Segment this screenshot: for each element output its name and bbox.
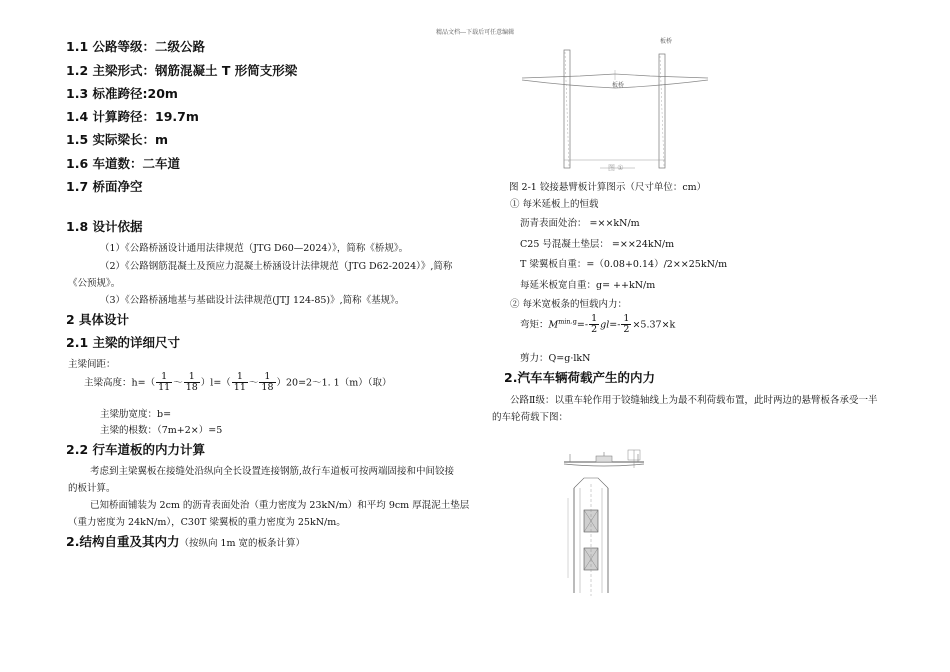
beam-height-label: 主梁高度：h=（ — [84, 377, 156, 389]
reference-2-line2: 《公预规》。 — [68, 278, 121, 289]
beam-count: 主梁的根数：（7m+2×）=5 — [100, 425, 223, 436]
dead-internal-title: ② 每米宽板条的恒载内力： — [510, 299, 628, 310]
reference-3: （3）《公路桥涵地基与基础设计法律规范(JTJ 124-85)》,简称《基规》。 — [100, 295, 405, 306]
fraction-1-11: $\frac{1}{11}$ — [158, 371, 171, 394]
fraction-1-18-b: $\frac{1}{18}$ — [261, 371, 274, 394]
paragraph-2-line1: 已知桥面铺装为 2cm 的沥青表面处治（重力密度为 23kN/m）和平均 9cm 厚混泥土垫层 — [90, 500, 470, 511]
tbeam-load: T 梁翼板自重：=（0.08+0.14）/2××25kN/m — [520, 259, 728, 270]
heading-2-2: 2.2 行车道板的内力计算 — [66, 442, 205, 457]
paragraph-2-line2: （重力密度为 24kN/m），C30T 梁翼板的重力密度为 25kN/m。 — [68, 517, 346, 528]
dead-load-title: ① 每米延板上的恒载 — [510, 199, 599, 210]
asphalt-load: 沥青表面处治： =××kN/m — [520, 218, 640, 229]
svg-text:图 ①: 图 ① — [608, 164, 624, 172]
paragraph-1-line1: 考虑到主梁翼板在接缝处沿纵向全长设置连接钢筋,故行车道板可按两端固接和中间铰接 — [90, 466, 455, 477]
rib-width: 主梁肋宽度：b= — [100, 409, 172, 420]
wheel-load-figure — [560, 448, 660, 598]
shear-formula: 剪力：Q=g·lkN — [520, 353, 591, 364]
fraction-one-half-b: $\frac{1}{2}$ — [623, 313, 630, 336]
heading-1-3: 1.3 标准跨径:20m — [66, 86, 178, 101]
beam-height-formula: 主梁高度：h=（ $\frac{1}{11}$ ～ $\frac{1}{18}$ ）l=（ $\frac{1}{11}$ ～ $\frac{1}{18}$ ）20=2～1. 1（m）（取） — [84, 371, 392, 394]
fraction-1-18: $\frac{1}{18}$ — [185, 371, 198, 394]
fraction-1-11-b: $\frac{1}{11}$ — [233, 371, 246, 394]
total-load: 每延米板宽自重：g= ++kN/m — [520, 280, 656, 291]
figure-label-top: 板桥 — [660, 38, 673, 45]
moment-formula: 弯矩：$M^{min.g}=-$ $\frac{1}{2}$ gl=- $\frac{1}{2}$ ×5.37×k — [520, 313, 676, 336]
c25-load: C25 号混凝土垫层： =××24kN/m — [520, 239, 675, 250]
heading-1-4: 1.4 计算跨径：19.7m — [66, 109, 199, 124]
heading-1-6: 1.6 车道数：二车道 — [66, 156, 180, 171]
heading-1-1: 1.1 公路等级：二级公路 — [66, 39, 205, 54]
paragraph-1-line2: 的板计算。 — [68, 483, 116, 494]
fraction-one-half: $\frac{1}{2}$ — [591, 313, 598, 336]
vehicle-load-line2: 的车轮荷载下图： — [492, 412, 569, 423]
reference-2-line1: （2）《公路钢筋混凝土及预应力混凝土桥涵设计法律规范（JTG D62-2024）》,简称 — [100, 261, 453, 272]
heading-1-8: 1.8 设计依据 — [66, 219, 143, 234]
heading-2-3-note: （按纵向 1m 宽的板条计算） — [179, 538, 306, 549]
header-note: 精品文档---下载后可任意编辑 — [436, 29, 515, 36]
heading-2: 2 具体设计 — [66, 312, 130, 327]
heading-2-3: 2.结构自重及其内力（按纵向 1m 宽的板条计算） — [66, 534, 306, 549]
beam-spacing: 主梁间距： — [68, 359, 116, 370]
heading-2-4: 2.汽车车辆荷载产生的内力 — [504, 370, 655, 385]
vehicle-load-line1: 公路Ⅱ级：以重车轮作用于铰缝轴线上为最不利荷载布置，此时两边的悬臂板各承受一半 — [510, 395, 878, 406]
heading-2-1: 2.1 主梁的详细尺寸 — [66, 335, 180, 350]
heading-1-7: 1.7 桥面净空 — [66, 179, 143, 194]
figure-label-mid: 板桥 — [612, 82, 625, 89]
cantilever-slab-figure — [520, 30, 710, 175]
beam-height-mid: ）l=（ — [200, 377, 231, 389]
figure-caption: 图 2-1 铰接悬臂板计算图示（尺寸单位：cm） — [509, 182, 707, 193]
beam-height-tail: ）20=2～1. 1（m）（取） — [276, 377, 392, 389]
heading-1-5: 1.5 实际梁长：m — [66, 132, 169, 147]
heading-1-2: 1.2 主梁形式：钢筋混凝土 T 形简支形梁 — [66, 63, 298, 78]
reference-1: （1）《公路桥涵设计通用法律规范（JTG D60—2024）》，简称《桥规》。 — [100, 243, 409, 254]
